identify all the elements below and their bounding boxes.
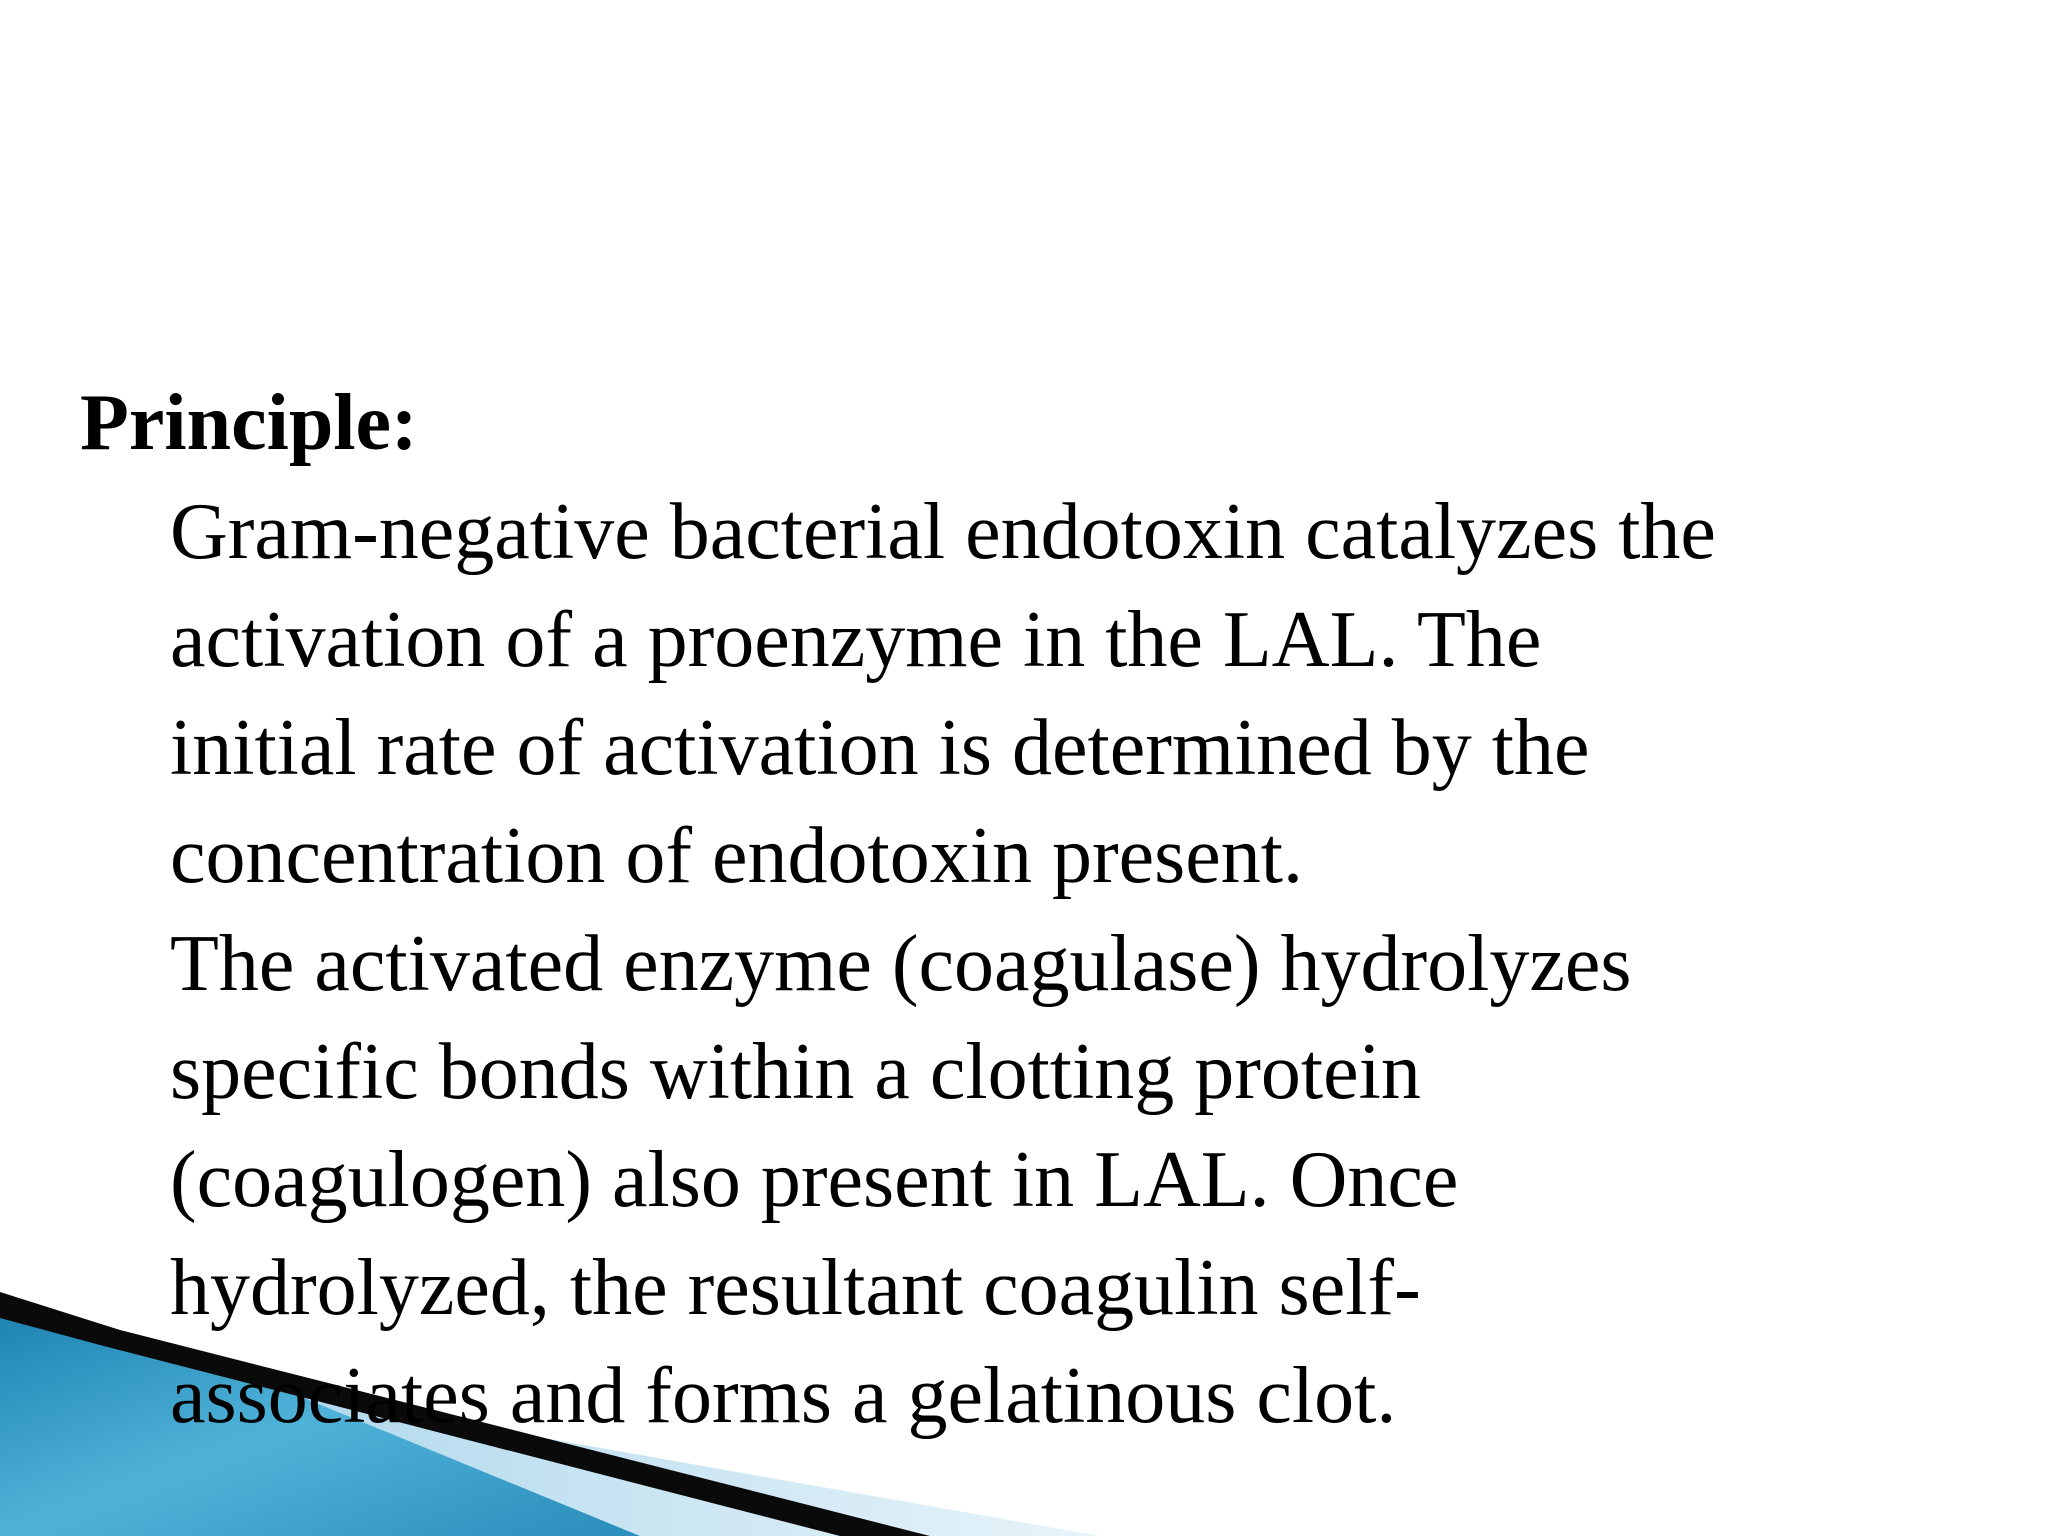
slide-heading: Principle: (80, 379, 418, 467)
paragraph-line: concentration of endotoxin present. (170, 812, 1303, 900)
paragraph-line: (coagulogen) also present in LAL. Once (170, 1136, 1459, 1224)
paragraph-line: associates and forms a gelatinous clot. (170, 1352, 1397, 1440)
paragraph-1 (170, 478, 1716, 910)
paragraph-line: activation of a proenzyme in the LAL. The (170, 596, 1542, 684)
paragraph-line: The activated enzyme (coagulase) hydrolyzes (170, 920, 1632, 1008)
paragraph-line: Gram-negative bacterial endotoxin catalyzes the (170, 488, 1716, 576)
paragraph-line: initial rate of activation is determined by the (170, 704, 1590, 792)
paragraph-2 (170, 910, 1632, 1450)
paragraph-line: specific bonds within a clotting protein (170, 1028, 1421, 1116)
paragraph-line: hydrolyzed, the resultant coagulin self- (170, 1244, 1421, 1332)
